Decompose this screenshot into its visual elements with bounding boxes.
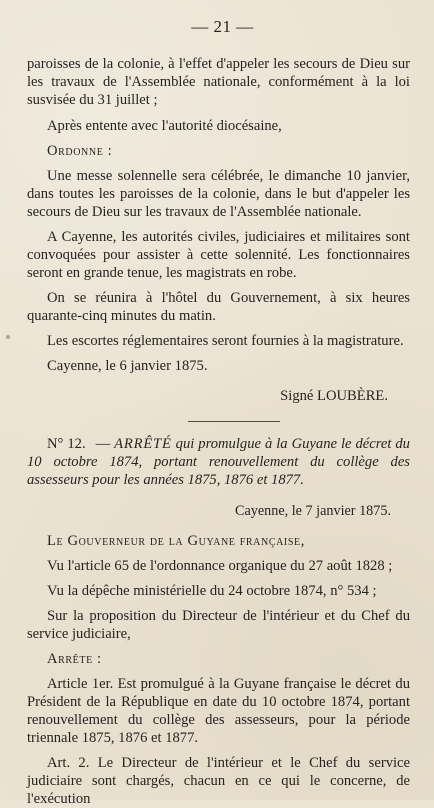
vu-depeche-line: Vu la dépêche ministérielle du 24 octobre 1874, n° 534 ; — [47, 583, 377, 599]
proposal-line: Sur la proposition du Directeur de l'intérieur et du Chef du service judiciaire, — [27, 608, 410, 642]
decree-dash: — — [95, 436, 111, 452]
governor-line: Le Gouverneur de la Guyane française, — [47, 533, 305, 549]
page-number: — 21 — — [191, 17, 254, 36]
decree-date: Cayenne, le 7 janvier 1875. — [234, 503, 391, 519]
article-1: Article 1er. Est promulgué à la Guyane française le décret du Président de la République en date du 10 octobre 1874, portant renouvellement du collège des assesseurs, pour la période triennale 1875, 1876 et 1877. — [27, 676, 410, 746]
decree-heading — [27, 435, 410, 489]
scan-speck — [6, 335, 10, 339]
convocation-paragraph: A Cayenne, les autorités civiles, judiciaires et militaires sont convoquées pour assister à cette solennité. Les fonctionnaires seront en grande tenue, les magistrats en robe. — [27, 229, 410, 281]
place-date-line: Cayenne, le 6 janvier 1875. — [47, 358, 208, 374]
signature-line: Signé LOUBÈRE. — [280, 388, 388, 404]
escort-paragraph: Les escortes réglementaires seront fournies à la magistrature. — [47, 333, 404, 349]
ordonne-heading: Ordonne : — [47, 143, 113, 159]
decree-title-rest: qui promulgue à la Guyane le décret du 10 octobre 1874, portant renouvellement du collège des assesseurs pour les années 1875, 1876 et 1877. — [27, 436, 410, 488]
mass-paragraph: Une messe solennelle sera célébrée, le dimanche 10 janvier, dans toutes les paroisses de la colonie, dans le but d'appeler les secours de Dieu sur les travaux de l'Assemblée nationale. — [27, 168, 410, 220]
opening-fragment: paroisses de la colonie, à l'effet d'appeler les secours de Dieu sur les travaux de l'Assemblée nationale, conformément à la loi susvisée du 31 juillet ; — [27, 56, 410, 108]
article-2: Art. 2. Le Directeur de l'intérieur et le Chef du service judiciaire sont chargés, chacun en ce qui le concerne, de l'exécution — [27, 755, 410, 807]
decree-number: N° 12. — [47, 436, 86, 452]
meeting-paragraph: On se réunira à l'hôtel du Gouvernement, à six heures quarante-cinq minutes du matin. — [27, 290, 410, 324]
arrete-heading: Arrête : — [47, 651, 102, 667]
section-divider — [188, 421, 280, 422]
decree-title-word: ARRÊTÉ — [114, 436, 172, 452]
authority-clause: Après entente avec l'autorité diocésaine, — [47, 118, 282, 134]
vu-article-line: Vu l'article 65 de l'ordonnance organique du 27 août 1828 ; — [47, 558, 393, 574]
